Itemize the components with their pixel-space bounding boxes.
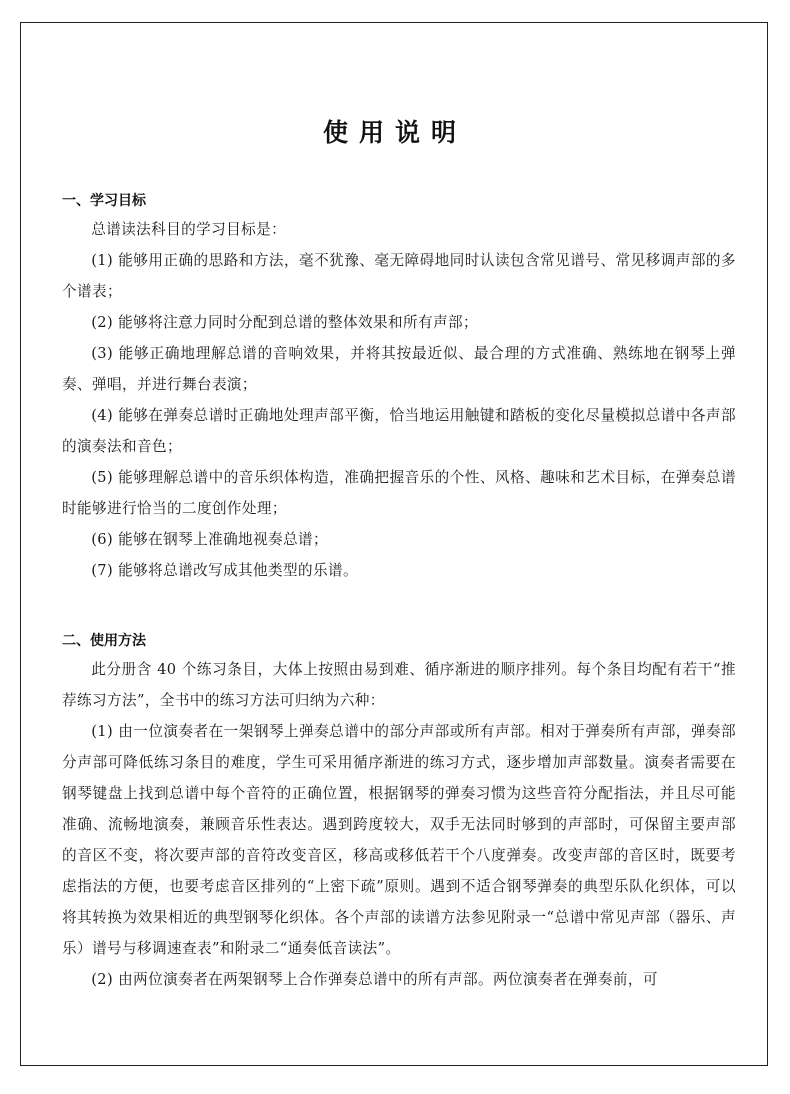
goal-item-number: (4) [91, 407, 114, 424]
method-item-text: 由一位演奏者在一架钢琴上弹奏总谱中的部分声部或所有声部。相对于弹奏所有声部，弹奏部分声部可降低练习条目的难度，学生可采用循序渐进的练习方式，逐步增加声部数量。演奏者需要在钢琴键盘上找到总谱中每个音符的正确位置，根据钢琴的弹奏习惯为这些音符分配指法，并且尽可能准确、流畅地演奏，兼顾音乐性表达。遇到跨度较大，双手无法同时够到的声部时，可保留主要声部的音区不变，将次要声部的音符改变音区，移高或移低若干个八度弹奏。改变声部的音区时，既要考虑指法的方便，也要考虑音区排列的“上密下疏”原则。遇到不适合钢琴弹奏的典型乐队化织体，可以将其转换为效果相近的典型钢琴化织体。各个声部的读谱方法参见附录一“总谱中常见声部（器乐、声乐）谱号与移调速查表”和附录二“通奏低音读法”。 [62, 723, 736, 957]
goal-item-number: (6) [91, 531, 114, 548]
section-intro-usage: 此分册含 40 个练习条目，大体上按照由易到难、循序渐进的顺序排列。每个条目均配有若干“推荐练习方法”，全书中的练习方法可归纳为六种： [62, 661, 736, 709]
document-body [62, 188, 736, 995]
goal-item-number: (3) [91, 345, 114, 362]
goal-item-1 [62, 245, 736, 307]
goal-item-4 [62, 400, 736, 462]
goal-item-5 [62, 462, 736, 524]
method-item-number: (1) [91, 723, 114, 740]
section-intro-goals: 总谱读法科目的学习目标是： [91, 221, 287, 238]
goal-item-2 [62, 307, 736, 338]
method-item-number: (2) [91, 971, 114, 988]
goal-item-number: (1) [91, 252, 114, 269]
goal-item-text: 能够将总谱改写成其他类型的乐谱。 [118, 562, 359, 579]
goal-item-7 [62, 555, 736, 586]
page-title: 使用说明 [322, 117, 467, 147]
goal-item-6 [62, 524, 736, 555]
goal-item-text: 能够用正确的思路和方法，毫不犹豫、毫无障碍地同时认读包含常见谱号、常见移调声部的多个谱表； [62, 252, 736, 300]
goal-item-3 [62, 338, 736, 400]
goal-item-text: 能够理解总谱中的音乐织体构造，准确把握音乐的个性、风格、趣味和艺术目标，在弹奏总谱时能够进行恰当的二度创作处理； [62, 469, 736, 517]
goal-item-text: 能够在钢琴上准确地视奏总谱； [118, 531, 329, 548]
method-item-1 [62, 716, 736, 964]
goal-item-number: (7) [91, 562, 114, 579]
goal-item-text: 能够将注意力同时分配到总谱的整体效果和所有声部； [118, 314, 478, 331]
goal-item-text: 能够在弹奏总谱时正确地处理声部平衡，恰当地运用触键和踏板的变化尽量模拟总谱中各声部的演奏法和音色； [62, 407, 736, 455]
goal-item-number: (5) [91, 469, 114, 486]
method-item-text: 由两位演奏者在两架钢琴上合作弹奏总谱中的所有声部。两位演奏者在弹奏前，可 [118, 971, 658, 988]
section-heading-usage: 二、使用方法 [62, 633, 146, 649]
method-item-2 [62, 964, 736, 995]
section-heading-goals: 一、学习目标 [62, 193, 146, 209]
goal-item-text: 能够正确地理解总谱的音响效果，并将其按最近似、最合理的方式准确、熟练地在钢琴上弹奏、弹唱，并进行舞台表演； [62, 345, 736, 393]
goal-item-number: (2) [91, 314, 114, 331]
